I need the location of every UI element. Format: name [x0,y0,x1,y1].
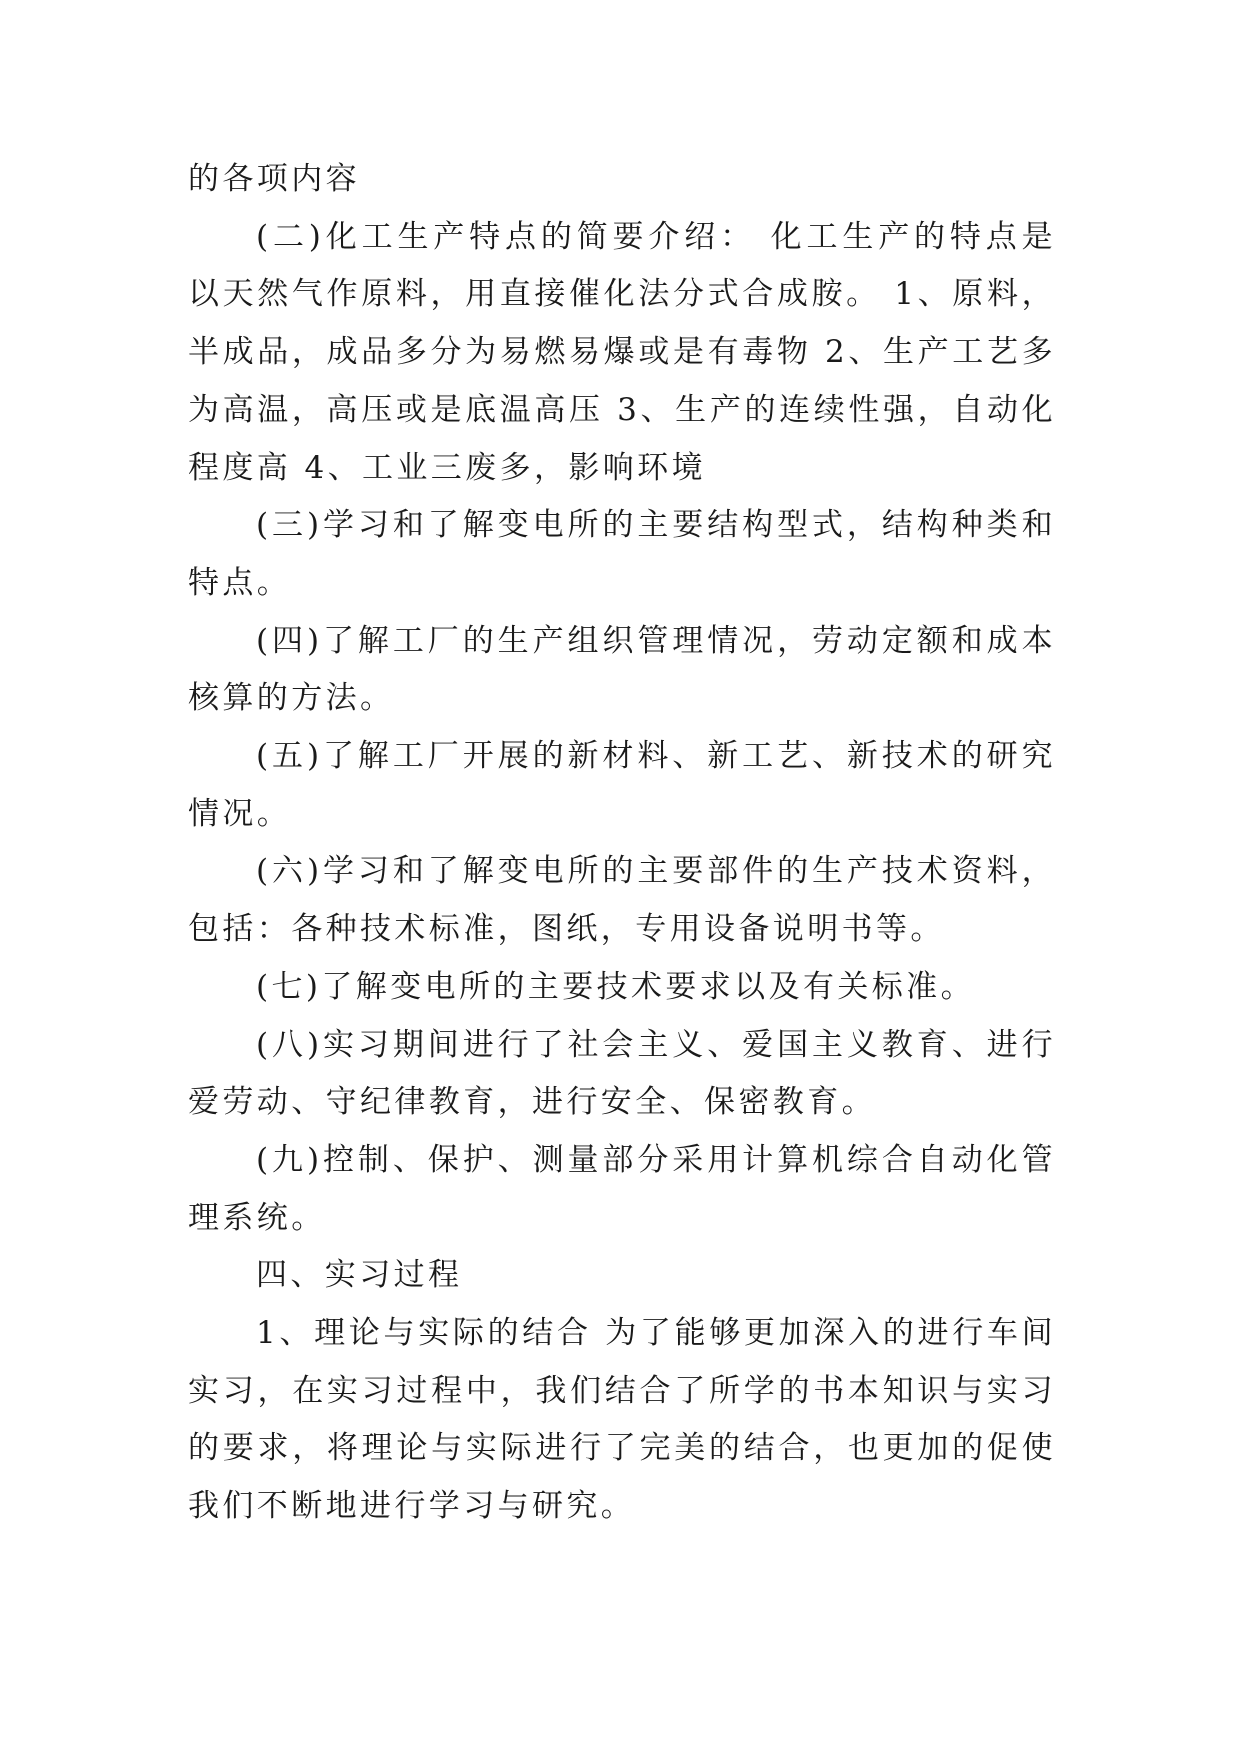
paragraph-theory-practice: 1、理论与实际的结合 为了能够更加深入的进行车间实习，在实习过程中，我们结合了所学的书本知识与实习的要求，将理论与实际进行了完美的结合，也更加的促使我们不断地进行学习与研究。 [188,1315,1056,1525]
paragraph-item-6: (六)学习和了解变电所的主要部件的生产技术资料，包括：各种技术标准，图纸，专用设备说明书等。 [188,853,1056,948]
paragraph-item-4: (四)了解工厂的生产组织管理情况，劳动定额和成本核算的方法。 [188,622,1056,717]
paragraph-item-9: (九)控制、保护、测量部分采用计算机综合自动化管理系统。 [188,1141,1056,1236]
section-heading: 四、实习过程 [256,1257,463,1294]
paragraph-item-8: (八)实习期间进行了社会主义、爱国主义教育、进行爱劳动、守纪律教育，进行安全、保密教育。 [188,1026,1056,1121]
paragraph-continuation: 的各项内容 [188,161,360,197]
paragraph-item-7: (七)了解变电所的主要技术要求以及有关标准。 [256,968,975,1005]
paragraph-item-2: (二)化工生产特点的简要介绍： 化工生产的特点是以天然气作原料，用直接催化法分式合成胺。 1、原料，半成品，成品多分为易燃易爆或是有毒物 2、生产工艺多为高温，高压或是底温高压 3、生产的连续性强，自动化程度高 4、工业三废多，影响环境 [188,218,1056,486]
paragraph-item-5: (五)了解工厂开展的新材料、新工艺、新技术的研究情况。 [188,738,1056,832]
document-body [188,151,1056,1536]
paragraph-item-3: (三)学习和了解变电所的主要结构型式，结构种类和特点。 [188,507,1056,601]
